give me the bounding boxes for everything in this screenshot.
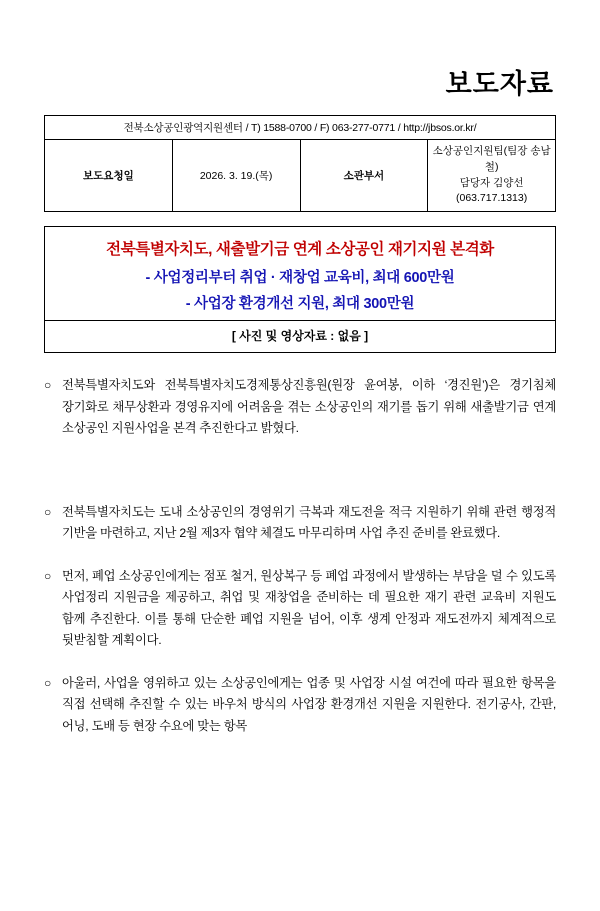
department-contact: 담당자 김양선(063.717.1313) [456,176,528,205]
body-content [44,375,556,737]
department-value [428,140,556,212]
contact-line: 전북소상공인광역지원센터 / T) 1588-0700 / F) 063-277-0771 / http://jbsos.or.kr/ [45,116,556,140]
paragraph-3 [44,566,556,652]
paragraph-2 [44,502,556,545]
bullet-icon: ○ [44,675,52,690]
department-team: 소상공인지원팀(팀장 송남철) [432,145,551,173]
paragraph-text: 아울러, 사업을 영위하고 있는 소상공인에게는 업종 및 사업장 시설 여건에 따라 필요한 항목을 직접 선택해 추진할 수 있는 바우처 방식의 사업장 환경개선 지원을 지원한다. 전기공사, 간판, 어닝, 도배 등 현장 수요에 맞는 항목 [62,675,556,733]
bullet-icon: ○ [44,568,52,583]
headline-main: 전북특별자치도, 새출발기금 연계 소상공인 재기지원 본격화 [106,241,494,258]
paragraph-1 [44,375,556,440]
paragraph-text: 먼저, 폐업 소상공인에게는 점포 철거, 원상복구 등 폐업 과정에서 발생하는 부담을 덜 수 있도록 사업정리 지원금을 제공하고, 취업 및 재창업을 준비하는 데 필요한 재기 관련 교육비 지원도 함께 추진한다. 이를 통해 단순한 폐업 지원을 넘어, 이후 생계 안정과 재도전까지 체계적으로 뒷받침할 계획이다. [62,568,556,648]
headline-sub-1: - 사업정리부터 취업 · 재창업 교육비, 최대 600만원 [145,270,455,286]
press-release-header-table [44,115,556,212]
paragraph-text: 전북특별자치도와 전북특별자치도경제통상진흥원(원장 윤여봉, 이하 ‘경진원’)은 경기침체 장기화로 채무상환과 경영유지에 어려움을 겪는 소상공인의 재기를 돕기 위해 새출발기금 연계 소상공인 지원사업을 본격 추진한다고 밝혔다. [62,378,556,436]
photo-note: [ 사진 및 영상자료 : 없음 ] [231,329,369,343]
bullet-icon: ○ [44,378,52,392]
table-row [45,116,556,140]
request-date-value: 2026. 3. 19.(목) [172,140,300,212]
headline-sub-2: - 사업장 환경개선 지원, 최대 300만원 [185,296,415,312]
headline-box [44,226,556,353]
page-title: 보도자료 [445,69,554,99]
request-date-label: 보도요청일 [45,140,173,212]
paragraph-4 [44,673,556,738]
document-page [0,62,600,911]
paragraph-text: 전북특별자치도는 도내 소상공인의 경영위기 극복과 재도전을 적극 지원하기 위해 관련 행정적 기반을 마련하고, 지난 2월 제3자 협약 체결도 마무리하며 사업 추진 준비를 완료했다. [62,504,556,541]
table-row [45,140,556,212]
bullet-icon: ○ [44,504,52,519]
department-label: 소관부서 [300,140,428,212]
